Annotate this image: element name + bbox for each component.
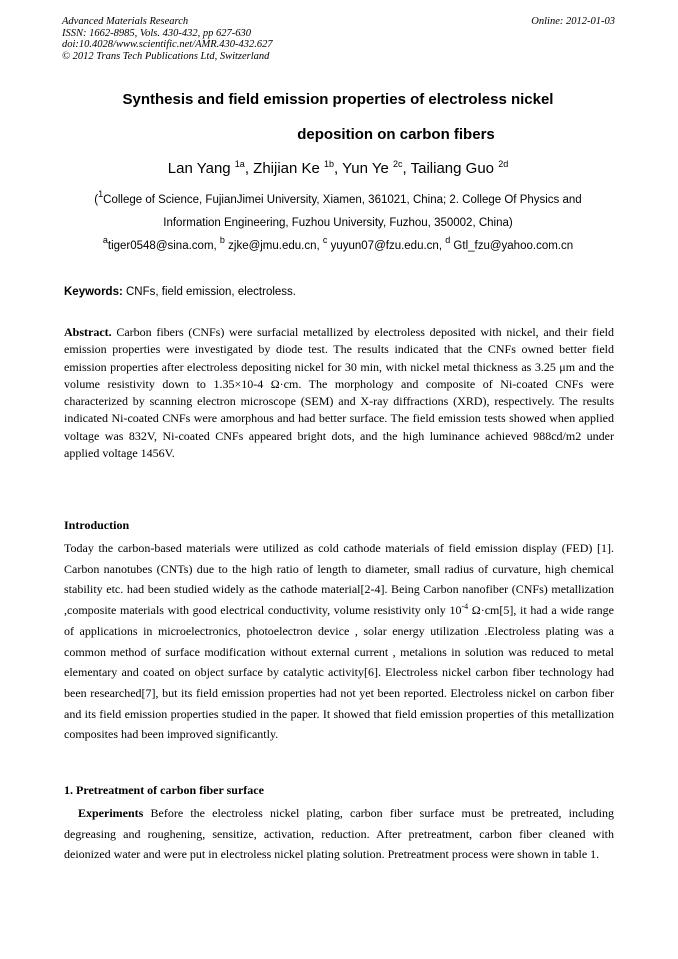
author-separator: , — [244, 160, 254, 177]
section-1-text: Before the electroless nickel plating, carbon fiber surface must be pretreated, including degreasing and roughening, sensitize, activation, reduction. After pretreatment, carbon fiber cleaned with deionized water and were put in electroless nickel plating solution. Pretreatment process were shown in table 1. — [64, 806, 614, 862]
journal-copyright: © 2012 Trans Tech Publications Ltd, Switzerland — [62, 50, 270, 62]
affiliation-sup: 1 — [98, 189, 104, 199]
keywords-text: CNFs, field emission, electroless. — [122, 286, 296, 298]
author-separator: , — [402, 160, 411, 177]
affiliation-line-2: Information Engineering, Fuzhou University, Fuzhou, 350002, China) — [163, 217, 513, 229]
resistivity-exponent: -4 — [461, 602, 469, 612]
keywords — [64, 286, 616, 298]
abstract-text: Carbon fibers (CNFs) were surfacial metallized by electroless deposited with nickel, and their field emission properties were investigated by diode test. The results indicated that the CNFs owned better field emission properties after electroless depositing nickel for 30 min, with nickel metal thickness as 3.25 μm and the volume resistivity down to 1.35×10-4 Ω·cm. The morphology and composite of Ni-coated CNFs were characterized by scanning electron microscope (SEM) and X-ray diffractions (XRD), respectively. The results indicated Ni-coated CNFs were amorphous and had better surface. The field emission tests showed when applied voltage was 832V, Ni-coated CNFs appeared bright dots, and the high luminance achieved 988cd/m2 under applied voltage 1456V. — [64, 325, 614, 461]
author-affil-sup: 1a — [234, 159, 245, 169]
affiliation-paren: ( — [94, 194, 99, 206]
introduction-text-b: Ω·cm[5], it had a wide range of applications in microelectronics, photoelectron device , solar energy utilization .Electroless plating was a common method of surface modification without external current , metalions in solution was reduced to metal elementary and coated on object surface by catalytic activity[6]. Electroless nickel carbon fiber technology had been researched[7], but its field emission properties had not yet been reported. Electroless nickel on carbon fiber and its field emission properties studied in the paper. It showed that field emission properties of this metallization composites had been improved significantly. — [64, 603, 614, 742]
paper-title-line-1: Synthesis and field emission properties of electroless nickel — [122, 91, 554, 108]
keywords-label: Keywords: — [64, 286, 123, 298]
journal-doi: doi:10.4028/www.scientific.net/AMR.430-432.627 — [62, 39, 273, 50]
abstract-label: Abstract. — [64, 325, 112, 339]
email-sup: a — [102, 235, 108, 245]
email-address: tiger0548@sina.com, — [107, 240, 220, 252]
online-date: Online: 2012-01-03 — [531, 16, 615, 27]
journal-header — [62, 16, 422, 62]
section-1-paragraph — [64, 803, 614, 865]
author-name: Yun Ye — [342, 160, 394, 177]
abstract — [64, 324, 614, 462]
email-sup: d — [445, 235, 451, 245]
introduction-text-a: Today the carbon-based materials were utilized as cold cathode materials of field emission display (FED) [1]. Carbon nanotubes (CNTs) due to the high ratio of length to diameter, small radius of curvature, high chemical stability etc. had been studied widely as the cathode material[2-4]. Being Carbon nanofiber (CNFs) metallization ,composite materials with good electrical conductivity, volume resistivity only 10 — [64, 541, 614, 618]
journal-issn: ISSN: 1662-8985, Vols. 430-432, pp 627-630 — [62, 27, 251, 39]
email-address: yuyun07@fzu.edu.cn, — [327, 240, 446, 252]
email-address: Gtl_fzu@yahoo.com.cn — [450, 240, 574, 252]
paper-title-line-2: deposition on carbon fibers — [297, 126, 495, 143]
email-sup: c — [322, 235, 328, 245]
author-name: Tailiang Guo — [410, 160, 499, 177]
author-emails — [62, 235, 614, 252]
experiments-lead: Experiments — [78, 806, 144, 820]
author-list — [62, 160, 614, 177]
author-name: Zhijian Ke — [253, 160, 325, 177]
affiliation-line-1 — [62, 189, 614, 206]
author-affil-sup: 2d — [498, 159, 509, 169]
journal-name: Advanced Materials Research — [62, 16, 189, 27]
author-separator: , — [334, 160, 343, 177]
email-sup: b — [219, 235, 225, 245]
affiliation-text: College of Science, FujianJimei University, Xiamen, 361021, China; 2. College Of Physics and — [103, 194, 582, 206]
email-address: zjke@jmu.edu.cn, — [224, 240, 323, 252]
author-name: Lan Yang — [167, 160, 235, 177]
introduction-paragraph — [64, 538, 614, 745]
section-1-heading: 1. Pretreatment of carbon fiber surface — [64, 783, 264, 797]
author-affil-sup: 2c — [393, 159, 403, 169]
introduction-heading: Introduction — [64, 518, 130, 532]
author-affil-sup: 1b — [324, 159, 335, 169]
